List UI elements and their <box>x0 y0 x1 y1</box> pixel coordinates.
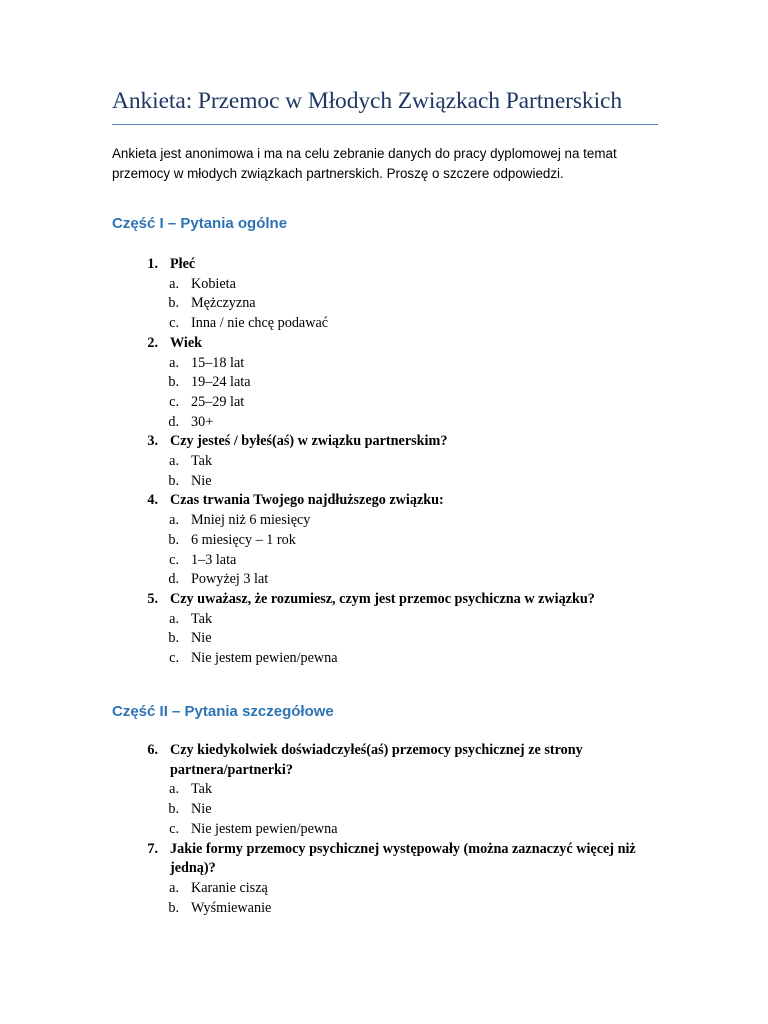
question-number: 4. <box>147 492 158 509</box>
question-number: 2. <box>147 334 158 351</box>
option-letter: b. <box>168 531 179 548</box>
answer-option <box>112 899 658 919</box>
answer-option <box>112 354 658 374</box>
option-text: Tak <box>191 610 213 627</box>
answer-option <box>112 314 658 334</box>
question-item <box>112 255 658 334</box>
section-heading: Część I – Pytania ogólne <box>112 215 288 232</box>
question-line <box>112 741 658 761</box>
option-letter: a. <box>169 453 179 470</box>
document-title: Ankieta: Przemoc w Młodych Związkach Partnerskich <box>112 88 622 114</box>
question-text: Płeć <box>170 256 196 272</box>
option-text: 30+ <box>191 413 214 430</box>
question-line <box>112 334 658 354</box>
option-letter: c. <box>169 650 179 667</box>
intro-paragraph <box>112 144 658 184</box>
question-number: 7. <box>147 840 158 857</box>
option-letter: c. <box>169 315 179 332</box>
question-item <box>112 432 658 491</box>
option-letter: c. <box>169 393 179 410</box>
option-letter: c. <box>169 551 179 568</box>
option-text: 25–29 lat <box>191 393 245 410</box>
option-text: Nie <box>191 472 212 489</box>
question-line <box>112 491 658 511</box>
option-letter: a. <box>169 275 179 292</box>
option-letter: b. <box>168 630 179 647</box>
question-line <box>112 840 658 860</box>
question-item <box>112 590 658 669</box>
option-letter: a. <box>169 354 179 371</box>
answer-option <box>112 531 658 551</box>
option-text: Karanie ciszą <box>191 879 268 896</box>
question-text-continuation: partnera/partnerki? <box>170 761 293 778</box>
question-number: 1. <box>147 256 158 272</box>
option-letter: d. <box>168 413 179 430</box>
answer-option <box>112 472 658 492</box>
answer-option <box>112 413 658 433</box>
option-letter: b. <box>168 295 179 312</box>
option-letter: a. <box>169 781 179 798</box>
answer-option <box>112 629 658 649</box>
option-text: Nie jestem pewien/pewna <box>191 820 338 837</box>
answer-option <box>112 511 658 531</box>
question-number: 3. <box>147 433 158 450</box>
question-line <box>112 255 658 275</box>
question-item <box>112 334 658 433</box>
title-underline <box>112 124 658 125</box>
question-text: Czy jesteś / byłeś(aś) w związku partnerskim? <box>170 433 448 450</box>
option-letter: a. <box>169 610 179 627</box>
answer-option <box>112 820 658 840</box>
question-text: Jakie formy przemocy psychicznej występowały (można zaznaczyć więcej niż <box>170 840 636 857</box>
option-text: Mężczyzna <box>191 295 256 312</box>
question-list <box>112 255 658 669</box>
answer-option <box>112 275 658 295</box>
answer-option <box>112 551 658 571</box>
option-text: 15–18 lat <box>191 354 245 371</box>
question-text: Wiek <box>170 334 203 351</box>
answer-option <box>112 393 658 413</box>
option-text: Tak <box>191 453 213 470</box>
answer-option <box>112 879 658 899</box>
question-item <box>112 840 658 919</box>
option-text: Tak <box>191 781 213 798</box>
question-item <box>112 491 658 590</box>
option-letter: b. <box>168 801 179 818</box>
option-text: 6 miesięcy – 1 rok <box>191 531 296 548</box>
question-list <box>112 741 658 918</box>
option-text: 19–24 lata <box>191 374 251 391</box>
question-number: 5. <box>147 590 158 607</box>
option-text: Nie <box>191 630 212 647</box>
question-item <box>112 741 658 840</box>
answer-option <box>112 780 658 800</box>
option-letter: b. <box>168 899 179 916</box>
option-text: 1–3 lata <box>191 551 237 568</box>
answer-option <box>112 800 658 820</box>
option-text: Wyśmiewanie <box>191 899 272 916</box>
option-letter: d. <box>168 571 179 588</box>
intro-line: Ankieta jest anonimowa i ma na celu zebranie danych do pracy dyplomowej na temat <box>112 146 617 161</box>
option-letter: c. <box>169 820 179 837</box>
answer-option <box>112 610 658 630</box>
intro-line: przemocy w młodych związkach partnerskich. Proszę o szczere odpowiedzi. <box>112 166 564 181</box>
option-letter: b. <box>168 472 179 489</box>
section-heading: Część II – Pytania szczegółowe <box>112 703 334 720</box>
option-text: Inna / nie chcę podawać <box>191 315 329 332</box>
answer-option <box>112 452 658 472</box>
question-text: Czy kiedykolwiek doświadczyłeś(aś) przemocy psychicznej ze strony <box>170 742 583 758</box>
answer-option <box>112 570 658 590</box>
answer-option <box>112 649 658 669</box>
option-text: Kobieta <box>191 275 236 292</box>
question-text: Czas trwania Twojego najdłuższego związku: <box>170 492 444 509</box>
question-line <box>112 432 658 452</box>
question-number: 6. <box>147 742 158 758</box>
option-letter: a. <box>169 879 179 896</box>
question-line <box>112 590 658 610</box>
question-text: Czy uważasz, że rozumiesz, czym jest przemoc psychiczna w związku? <box>170 590 595 607</box>
answer-option <box>112 373 658 393</box>
option-text: Nie jestem pewien/pewna <box>191 650 338 667</box>
option-text: Nie <box>191 801 212 818</box>
answer-option <box>112 294 658 314</box>
option-letter: a. <box>169 512 179 529</box>
question-text-continuation: jedną)? <box>170 860 216 877</box>
option-letter: b. <box>168 374 179 391</box>
option-text: Powyżej 3 lat <box>191 571 269 588</box>
option-text: Mniej niż 6 miesięcy <box>191 512 311 529</box>
